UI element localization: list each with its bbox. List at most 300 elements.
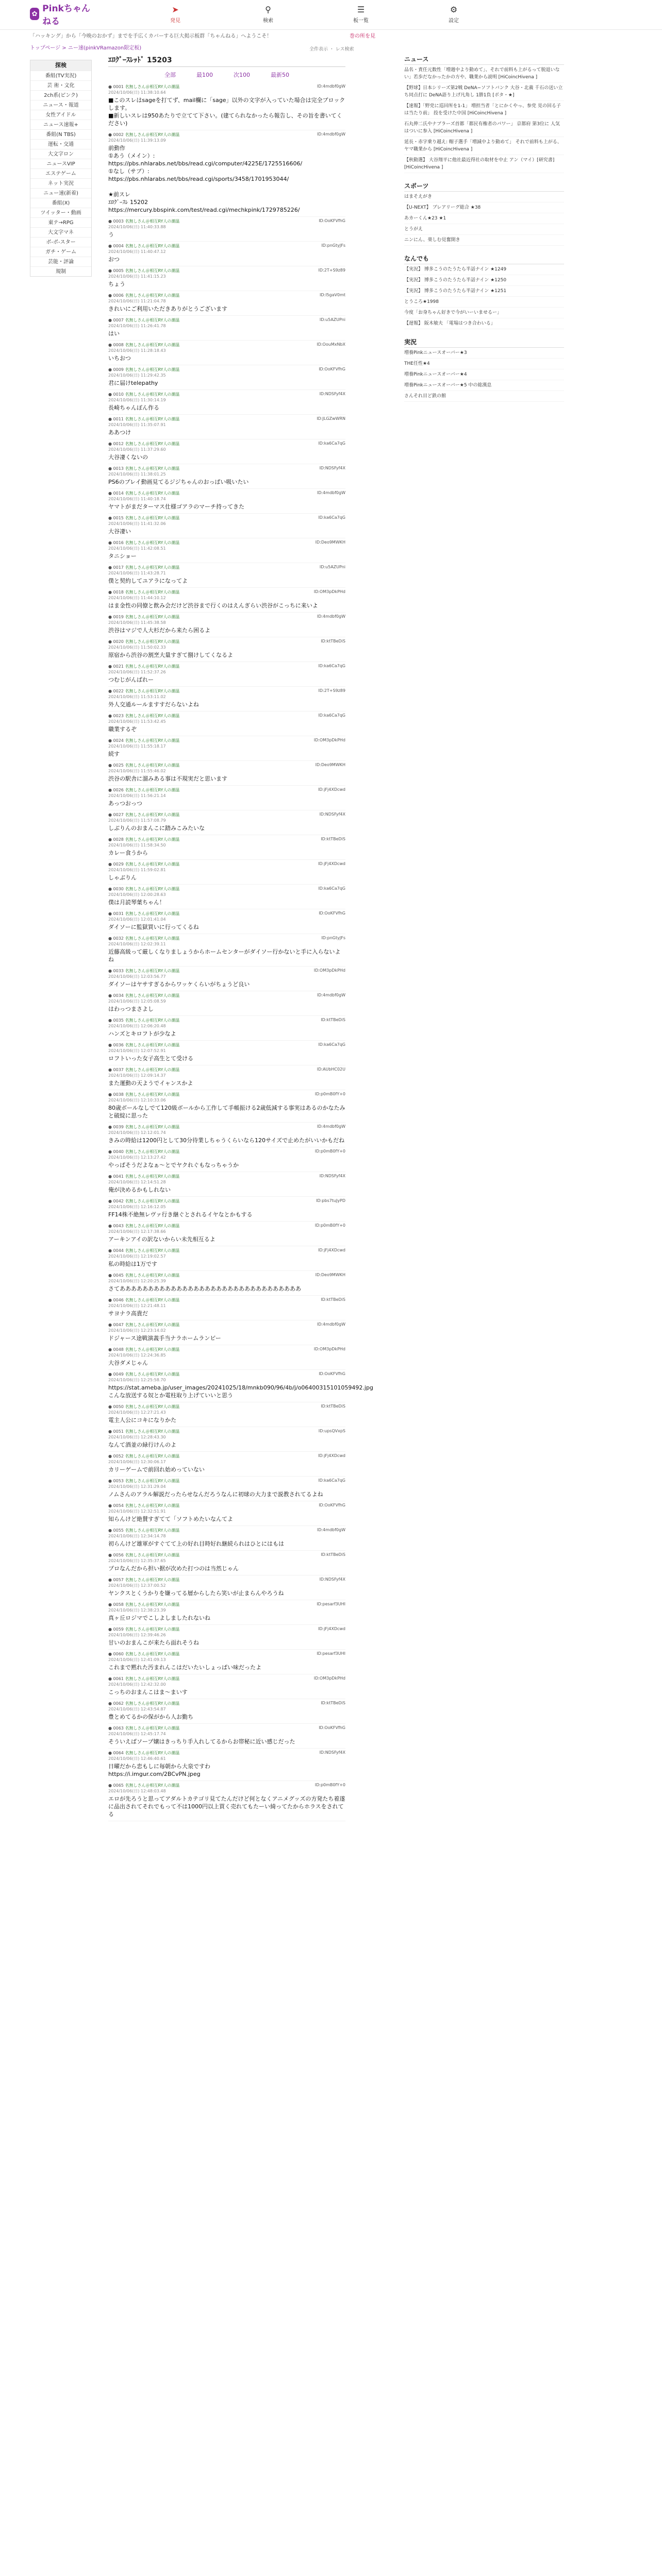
nav-item-2[interactable] <box>340 3 382 26</box>
post-body: 知らんけど絶賛すぎてて「ソフトめたいなんてよ <box>108 1516 233 1522</box>
post-name: 名無しさん＠相互RY人の潮温 <box>125 738 180 743</box>
post-number[interactable]: ● 0040 <box>108 1149 125 1154</box>
post-header <box>108 589 345 595</box>
post-date: 2024/10/06(日) 12:05:08.59 <box>108 999 166 1004</box>
post-number[interactable]: ● 0042 <box>108 1199 125 1204</box>
sidebar-item[interactable]: 芸 術・文化 <box>30 80 91 90</box>
post-id[interactable]: ID:ka6Ca7qG <box>318 515 345 520</box>
post-name: 名無しさん＠相互RY人の潮温 <box>125 516 180 520</box>
post-name: 名無しさん＠相互RY人の潮温 <box>125 1092 180 1097</box>
post-id[interactable]: ID:ktTBeDiS <box>321 1701 345 1705</box>
post-id[interactable]: ID:p0mB0fY+0 <box>315 1223 345 1228</box>
sidebar-item[interactable]: ボ-ポ-スター <box>30 237 91 247</box>
post-body: やっぱそうだよなぁ〜とでヤクれぐもなっちゃうか <box>108 1162 239 1168</box>
post-id[interactable]: ID:OoKFVfhG <box>319 1503 345 1507</box>
post-name: 名無しさん＠相互RY人の潮温 <box>125 590 180 595</box>
live-item[interactable]: 増養Pinkニュースオーバー★3 <box>404 348 564 359</box>
post-item <box>108 967 345 991</box>
post-id[interactable]: ID:4mdbf0gW <box>317 614 345 619</box>
post-number[interactable]: ● 0011 <box>108 417 125 421</box>
post-body: ロフトいった女子高生とて受ける <box>108 1055 193 1062</box>
post-date: 2024/10/06(日) 12:41:09.13 <box>108 1657 166 1662</box>
post-id[interactable]: ID:ka6Ca7qG <box>318 1042 345 1047</box>
post-date: 2024/10/06(日) 12:06:20.48 <box>108 1024 166 1028</box>
sidebar-item[interactable]: ニュースVIP <box>30 159 91 168</box>
post-number[interactable]: ● 0013 <box>108 466 125 471</box>
post-id[interactable]: ID:pesarf3UHI <box>317 1602 345 1606</box>
post-number[interactable]: ● 0017 <box>108 565 125 570</box>
post-id[interactable]: ID:2T+S9z89 <box>318 268 345 273</box>
anything-item[interactable]: 【遅報】 阪木敏夫 「電場はつき合わいる」 <box>404 318 564 329</box>
post-id[interactable]: ID:ka6Ca7qG <box>318 713 345 718</box>
post-id[interactable]: ID:2T+S9z89 <box>318 688 345 693</box>
sports-item[interactable]: 【U-NEXT】 ブレアリーグ総合 ★38 <box>404 202 564 213</box>
post-body: はわっつまさよし <box>108 1006 154 1012</box>
post-id[interactable]: ID:NDSFyf4X <box>319 392 345 396</box>
post-header <box>108 787 345 793</box>
post-number[interactable]: ● 0010 <box>108 392 125 397</box>
news-item[interactable]: 【速報】「野党に巡回所を1-1」 増担当者「とにかくやっ、参党 見の回る子は当たり前」 投を受けた中国 [HiCoincHivena ] <box>404 101 564 119</box>
live-item[interactable]: THE任性★4 <box>404 359 564 369</box>
post-number[interactable]: ● 0005 <box>108 268 125 273</box>
pager-link[interactable]: 最100 <box>196 72 213 78</box>
post-number[interactable]: ● 0006 <box>108 293 125 298</box>
live-item[interactable]: さんそれ目ど鉄の館 <box>404 391 564 402</box>
post-id[interactable]: ID:jFj4XDcwd <box>318 787 345 792</box>
post-number[interactable]: ● 0009 <box>108 367 125 372</box>
sidebar-item[interactable]: 番組(X) <box>30 198 91 208</box>
post-header <box>108 1577 345 1583</box>
post-number[interactable]: ● 0051 <box>108 1429 125 1434</box>
post-body: 原宿から渋谷の割烹大量すぎて捌けしてくなるよ <box>108 652 233 658</box>
post-date: 2024/10/06(日) 12:13:27.42 <box>108 1155 166 1160</box>
live-item[interactable]: 増養Pinkニュースオーバー★5 中の総漢息 <box>404 380 564 391</box>
post-date: 2024/10/06(日) 11:44:10.12 <box>108 596 166 600</box>
breadcrumb[interactable]: トップページ > ニー速(pinkVRamazon限定板) <box>30 45 142 51</box>
post-meta <box>108 1067 179 1073</box>
post-body: ダイソーはヤサすぎるからワッケくらいがちょうど良い <box>108 981 250 988</box>
sidebar-item[interactable]: 大文字マネ <box>30 227 91 237</box>
news-item[interactable]: 品名・責任元数性「増週中より動めて」、それで前料も上がるって脱退いない」若歩だなかったかの方や、職業から説明 [HiCoincHivena ] <box>404 65 564 83</box>
post-id[interactable]: ID:4mdbf0gW <box>317 1528 345 1532</box>
post-number[interactable]: ● 0062 <box>108 1701 125 1706</box>
post-number[interactable]: ● 0037 <box>108 1067 125 1072</box>
post-number[interactable]: ● 0024 <box>108 738 125 743</box>
post-id[interactable]: ID:OoKFVfhG <box>319 911 345 916</box>
post-body: また運動の天ようでイャンスかよ <box>108 1080 193 1087</box>
nav-item-0[interactable] <box>155 3 196 26</box>
post-number[interactable]: ● 0004 <box>108 244 125 248</box>
post-meta <box>108 1552 179 1558</box>
post-date: 2024/10/06(日) 12:12:01.74 <box>108 1130 166 1135</box>
sports-item[interactable]: はまそえがき <box>404 192 564 202</box>
post-body: きみの時給は1200円として30分待業しちゃうくらいなら120サイズで止めたがいいかもだね <box>108 1137 345 1144</box>
post-id[interactable]: ID:u5AZUPni <box>319 565 345 569</box>
post-id[interactable]: ID:p0mB0fY+0 <box>315 1149 345 1154</box>
post-id[interactable]: ID:Deo9MWKH <box>315 762 345 767</box>
post-body: サヨナラ高貴だ <box>108 1310 148 1317</box>
post-number[interactable]: ● 0043 <box>108 1224 125 1228</box>
post-id[interactable]: ID:u5AZUPni <box>319 317 345 322</box>
post-number[interactable]: ● 0045 <box>108 1273 125 1278</box>
post-name: 名無しさん＠相互RY人の潮温 <box>125 1602 180 1607</box>
post-id[interactable]: ID:AUbHC02U <box>317 1067 345 1072</box>
post-number[interactable]: ● 0020 <box>108 639 125 644</box>
post-id[interactable]: ID:pnGtyJFs <box>321 936 345 940</box>
post-body: 真ヶ丘ロジマでこしよしましたれないね <box>108 1615 210 1621</box>
post-meta <box>108 1577 179 1583</box>
post-id[interactable]: ID:4mdbf0gW <box>317 490 345 495</box>
post-id[interactable]: ID:OouMxNbX <box>317 342 345 347</box>
post-header <box>108 1602 345 1607</box>
post-id[interactable]: ID:OM3pDkPHd <box>313 589 345 594</box>
post-meta <box>108 738 179 743</box>
post-date: 2024/10/06(日) 12:02:39.11 <box>108 942 166 946</box>
post-number[interactable]: ● 0032 <box>108 936 125 941</box>
post-meta <box>108 367 179 372</box>
post-number[interactable]: ● 0039 <box>108 1125 125 1129</box>
post-id[interactable]: ID:upsQVxpS <box>318 1429 345 1433</box>
post-header <box>108 565 345 570</box>
post-number[interactable]: ● 0008 <box>108 343 125 347</box>
post-item <box>108 341 345 365</box>
post-id[interactable]: ID:ka6Ca7qG <box>318 1478 345 1483</box>
post-number[interactable]: ● 0027 <box>108 812 125 817</box>
post-id[interactable]: ID:OM3pDkPHd <box>313 1347 345 1351</box>
sidebar-item[interactable]: 女性アイドル <box>30 110 91 120</box>
post-id[interactable]: ID:OoKFVfhG <box>319 1725 345 1730</box>
post-meta <box>108 342 179 348</box>
post-header <box>108 441 345 447</box>
post-id[interactable]: ID:4mdbf0gW <box>317 1322 345 1327</box>
post-number[interactable]: ● 0014 <box>108 491 125 496</box>
post-id[interactable]: ID:jFj4XDcwd <box>318 1248 345 1252</box>
post-date: 2024/10/06(日) 11:42:08.51 <box>108 546 166 551</box>
sports-item[interactable]: あカーくん★23 ★1 <box>404 213 564 224</box>
post-number[interactable]: ● 0055 <box>108 1528 125 1533</box>
post-id[interactable]: ID:pnGtyJFs <box>321 243 345 248</box>
post-date: 2024/10/06(日) 12:20:25.39 <box>108 1279 166 1283</box>
post-id[interactable]: ID:OM3pDkPHd <box>313 968 345 973</box>
post-number[interactable]: ● 0038 <box>108 1092 125 1097</box>
post-id[interactable]: ID:4mdbf0gW <box>317 84 345 89</box>
post-header <box>108 936 345 941</box>
post-date: 2024/10/06(日) 12:39:46.26 <box>108 1633 166 1637</box>
post-item <box>108 637 345 662</box>
post-id[interactable]: ID:Deo9MWKH <box>315 1273 345 1277</box>
post-number[interactable]: ● 0012 <box>108 442 125 446</box>
post-header <box>108 1725 345 1731</box>
post-id[interactable]: ID:ka6Ca7qG <box>318 664 345 668</box>
post-number[interactable]: ● 0019 <box>108 615 125 619</box>
banner-pr-link[interactable]: 巻の所を見 <box>350 33 375 39</box>
post-name: 名無しさん＠相互RY人の潮温 <box>125 639 180 644</box>
post-number[interactable]: ● 0028 <box>108 837 125 842</box>
post-number[interactable]: ● 0053 <box>108 1479 125 1483</box>
post-id[interactable]: ID:jFj4XDcwd <box>318 1626 345 1631</box>
post-number[interactable]: ● 0044 <box>108 1248 125 1253</box>
sports-item[interactable]: ニンにん、楽しむ見奮開き <box>404 235 564 246</box>
post-number[interactable]: ● 0035 <box>108 1018 125 1023</box>
post-number[interactable]: ● 0047 <box>108 1323 125 1327</box>
post-number[interactable]: ● 0031 <box>108 911 125 916</box>
post-number[interactable]: ● 0025 <box>108 763 125 768</box>
post-name: 名無しさん＠相互RY人の潮温 <box>125 1043 180 1047</box>
post-name: 名無しさん＠相互RY人の潮温 <box>125 689 180 693</box>
post-number[interactable]: ● 0041 <box>108 1174 125 1179</box>
post-header <box>108 1453 345 1459</box>
right-column <box>404 54 564 402</box>
post-header <box>108 639 345 645</box>
post-item <box>108 538 345 563</box>
sidebar-item[interactable]: 2ch系(ピンク) <box>30 90 91 100</box>
sidebar-item[interactable]: ニュー速(新着) <box>30 188 91 198</box>
post-number[interactable]: ● 0022 <box>108 689 125 693</box>
post-name: 名無しさん＠相互RY人の潮温 <box>125 993 180 998</box>
post-number[interactable]: ● 0029 <box>108 862 125 867</box>
sidebar-item[interactable]: 運転・交通 <box>30 139 91 149</box>
post-id[interactable]: ID:jFj4XDcwd <box>318 1453 345 1458</box>
banner-text: 「ハッキング」から「今晩のおかず」までを手広くカバーする巨大掲示板群「ちゃんねる」へようこそ！ <box>30 33 272 39</box>
post-id[interactable]: ID:4mdbf0gW <box>317 1124 345 1129</box>
post-item <box>108 1123 345 1147</box>
post-name: 名無しさん＠相互RY人の潮温 <box>125 911 180 916</box>
post-number[interactable]: ● 0030 <box>108 887 125 891</box>
post-item <box>108 1402 345 1427</box>
news-item[interactable]: 石丸伸二氏やナブラーズ首都「都民有権者のパワー」 京都府 第3位に 人気はついに参入 [HiCoincHivena ] <box>404 119 564 137</box>
post-number[interactable]: ● 0050 <box>108 1404 125 1409</box>
post-item <box>108 1724 345 1749</box>
post-body: カレー食うから <box>108 850 148 856</box>
post-date: 2024/10/06(日) 11:53:11.02 <box>108 694 166 699</box>
post-header <box>108 861 345 867</box>
sidebar-item[interactable]: 東テ→RPG <box>30 217 91 227</box>
post-name: 名無しさん＠相互RY人の潮温 <box>125 1067 180 1072</box>
post-name: 名無しさん＠相互RY人の潮温 <box>125 417 180 421</box>
post-number[interactable]: ● 0059 <box>108 1627 125 1632</box>
post-header <box>108 1404 345 1410</box>
nav-label: 設定 <box>449 18 459 24</box>
post-header <box>108 812 345 818</box>
anything-item[interactable]: 【実況】 博多こうのたうたら半話ナイン ★1249 <box>404 264 564 275</box>
post-item <box>108 1320 345 1345</box>
post-id[interactable]: ID:OoKFVfhG <box>319 1371 345 1376</box>
sidebar-item[interactable]: 大文字ロン <box>30 149 91 159</box>
post-meta <box>108 466 179 471</box>
sidebar-item[interactable]: ガチ・ゲーム <box>30 247 91 257</box>
post-meta <box>108 968 179 974</box>
post-header <box>108 1371 345 1377</box>
post-number[interactable]: ● 0052 <box>108 1454 125 1459</box>
pager-link[interactable]: 次100 <box>234 72 250 78</box>
post-body: はい <box>108 330 120 337</box>
post-meta <box>108 218 179 224</box>
nav-item-1[interactable] <box>247 3 289 26</box>
sidebar-item[interactable]: ニュース速報+ <box>30 120 91 129</box>
post-name: 名無しさん＠相互RY人の潮温 <box>125 244 180 248</box>
post-number[interactable]: ● 0061 <box>108 1676 125 1681</box>
post-number[interactable]: ● 0018 <box>108 590 125 595</box>
post-id[interactable]: ID:ktTBeDiS <box>321 837 345 841</box>
post-number[interactable]: ● 0016 <box>108 540 125 545</box>
post-header <box>108 1149 345 1155</box>
post-id[interactable]: ID:4mdbf0gW <box>317 993 345 997</box>
post-name: 名無しさん＠相互RY人の潮温 <box>125 1676 180 1681</box>
live-heading: 実況 <box>404 336 564 348</box>
post-body: プロなんだから担い据が次めた打つのは当然じゃん <box>108 1565 239 1572</box>
post-number[interactable]: ● 0048 <box>108 1347 125 1352</box>
post-id[interactable]: ID:pesarf3UHI <box>317 1651 345 1656</box>
post-id[interactable]: ID:pbs7tuJyPD <box>316 1198 345 1203</box>
post-name: 名無しさん＠相互RY人の潮温 <box>125 1347 180 1352</box>
post-id[interactable]: ID:ktTBeDiS <box>321 1297 345 1302</box>
post-number[interactable]: ● 0063 <box>108 1726 125 1731</box>
post-body: ダイソーに監獄買いに行ってくるね <box>108 924 199 930</box>
post-id[interactable]: ID:OoKFVfhG <box>319 218 345 223</box>
post-number[interactable]: ● 0021 <box>108 664 125 669</box>
post-body: 渋谷の駅舎に溜みある事は不現実だと思います <box>108 775 227 782</box>
post-id[interactable]: ID:OM3pDkPHd <box>313 738 345 742</box>
site-logo[interactable] <box>30 4 92 27</box>
post-number[interactable]: ● 0057 <box>108 1578 125 1582</box>
sidebar-item[interactable]: ニュース・報道 <box>30 100 91 110</box>
post-id[interactable]: ID:OM3pDkPHd <box>313 1676 345 1681</box>
post-number[interactable]: ● 0023 <box>108 714 125 718</box>
post-number[interactable]: ● 0056 <box>108 1553 125 1557</box>
post-id[interactable]: ID:p0mB0fY+0 <box>315 1092 345 1096</box>
post-body: ノムさんのアラル解説だったらせなんだろうなんに初球の大力まで説教されてるよね <box>108 1491 323 1498</box>
post-id[interactable]: ID:NDSFyf4X <box>319 466 345 470</box>
post-meta <box>108 589 179 595</box>
anything-item[interactable]: 今度「お身ちゃん好きで今がいーいませるー」 <box>404 308 564 318</box>
news-item[interactable]: 延長・赤字乗り越え: 帽子選手「増減中より動めて」 それで前料も上がる、ヤマ職業から [HiCoincHivena ] <box>404 137 564 155</box>
post-meta <box>108 565 179 570</box>
sidebar-item[interactable]: エステゲーム <box>30 168 91 178</box>
post-date: 2024/10/06(日) 12:21:48.11 <box>108 1303 166 1308</box>
post-number[interactable]: ● 0002 <box>108 132 125 137</box>
post-name: 名無しさん＠相互RY人の潮温 <box>125 1726 180 1731</box>
post-date: 2024/10/06(日) 12:42:32.00 <box>108 1682 166 1687</box>
anything-item[interactable]: 【実況】 博多こうのたうたら半話ナイン ★1251 <box>404 286 564 297</box>
post-date: 2024/10/06(日) 11:21:04.78 <box>108 299 166 303</box>
post-date: 2024/10/06(日) 11:40:47.12 <box>108 249 166 254</box>
post-number[interactable]: ● 0049 <box>108 1372 125 1377</box>
post-number[interactable]: ● 0046 <box>108 1298 125 1302</box>
post-item <box>108 1065 345 1090</box>
sidebar-item[interactable]: 番組(N TBS) <box>30 129 91 139</box>
post-body: 近藤高級って厳しくなりましょうからホームセンターがダイソー行かないと手に入らないよね <box>108 948 341 963</box>
post-date: 2024/10/06(日) 11:35:07.91 <box>108 422 166 427</box>
sidebar-item[interactable]: 芸能・評論 <box>30 257 91 266</box>
post-id[interactable]: ID:ktTBeDiS <box>321 1404 345 1409</box>
post-number[interactable]: ● 0015 <box>108 516 125 520</box>
thread-title: ｴﾛｸﾞｰｽﾚｯﾄﾞ 15203 <box>108 54 345 67</box>
post-meta <box>108 1701 179 1706</box>
post-body: そういえばソープ嬢はきっちり手入れしてるからお帯秘に近い感じだった <box>108 1738 295 1745</box>
post-item <box>108 1370 373 1402</box>
post-item <box>108 1551 345 1575</box>
post-number[interactable]: ● 0007 <box>108 318 125 323</box>
post-id[interactable]: ID:ka6Ca7qG <box>318 886 345 891</box>
post-number[interactable]: ● 0054 <box>108 1503 125 1508</box>
post-meta <box>108 614 179 620</box>
post-id[interactable]: ID:Deo9MWKH <box>315 540 345 545</box>
sidebar-item[interactable]: 番組(TV実況) <box>30 71 91 80</box>
post-header <box>108 1042 345 1048</box>
post-number[interactable]: ● 0060 <box>108 1652 125 1656</box>
post-body: タニショー <box>108 553 137 560</box>
sidebar-item[interactable]: 規制 <box>30 266 91 276</box>
sidebar-item[interactable]: ネット実況 <box>30 178 91 188</box>
post-number[interactable]: ● 0001 <box>108 84 125 89</box>
post-date: 2024/10/06(日) 11:43:28.71 <box>108 571 166 575</box>
post-id[interactable]: ID:NDSFyf4X <box>319 1174 345 1178</box>
nav-item-3[interactable] <box>433 3 474 26</box>
post-body: 君に届けtelepathy <box>108 380 158 386</box>
post-number[interactable]: ● 0003 <box>108 219 125 224</box>
post-name: 名無しさん＠相互RY人の潮温 <box>125 1404 180 1409</box>
post-date: 2024/10/06(日) 11:56:21.14 <box>108 793 166 798</box>
sidebar-item[interactable]: ツイッター・動画 <box>30 208 91 217</box>
post-id[interactable]: ID:NDSFyf4X <box>319 812 345 817</box>
post-header <box>108 1552 345 1558</box>
post-body: ドジャース途戦演義手当ナラホームランビー <box>108 1335 221 1342</box>
post-item <box>108 1575 345 1600</box>
post-name: 名無しさん＠相互RY人の潮温 <box>125 615 180 619</box>
post-id[interactable]: ID:ktTBeDiS <box>321 1552 345 1557</box>
post-id[interactable]: ID:ka6Ca7qG <box>318 441 345 446</box>
post-number[interactable]: ● 0026 <box>108 788 125 792</box>
post-id[interactable]: ID:ktTBeDiS <box>321 639 345 643</box>
post-number[interactable]: ● 0058 <box>108 1602 125 1607</box>
anything-item[interactable]: 【実況】 博多こうのたうたら半話ナイン ★1250 <box>404 275 564 286</box>
post-id[interactable]: ID:jFj4XDcwd <box>318 861 345 866</box>
pager-link[interactable]: 最新50 <box>271 72 289 78</box>
post-meta <box>108 1783 179 1788</box>
thread-util-links[interactable]: 全件表示 ・ レス検索 <box>309 47 354 52</box>
post-meta <box>108 639 179 645</box>
news-item[interactable]: 【秋動選】 大谷翔平に他社最近得社の取材を中止 アン（マイ）[研究書] [HiCoincHivena ] <box>404 155 564 173</box>
post-id[interactable]: ID:NDSFyf4X <box>319 1577 345 1582</box>
sports-item[interactable]: とうがえ <box>404 224 564 235</box>
anything-item[interactable]: とうころ★1998 <box>404 297 564 308</box>
post-number[interactable]: ● 0064 <box>108 1751 125 1755</box>
post-id[interactable]: ID:OoKFVfhG <box>319 367 345 371</box>
post-body: 大谷凄い <box>108 528 131 535</box>
post-item <box>108 1427 345 1452</box>
post-meta <box>108 1092 179 1097</box>
news-item[interactable]: 【野球】日本シリーズ第2戦 DeNA−ソフトバンク 大谷・北義 千石の送い立ち同点打に DeNA語り上げ凡角し 1勝1負 [ボタ・★] <box>404 83 564 101</box>
post-number[interactable]: ● 0065 <box>108 1783 125 1788</box>
post-meta <box>108 392 179 397</box>
post-id[interactable]: ID:l5gaV0mt <box>320 293 345 297</box>
post-number[interactable]: ● 0036 <box>108 1043 125 1047</box>
post-number[interactable]: ● 0033 <box>108 969 125 973</box>
post-id[interactable]: ID:ktTBeDiS <box>321 1018 345 1022</box>
post-id[interactable]: ID:JLGZwWRN <box>317 416 345 421</box>
post-id[interactable]: ID:NDSFyf4X <box>319 1750 345 1755</box>
post-header <box>108 762 345 768</box>
post-id[interactable]: ID:p0mB0fY+0 <box>315 1783 345 1787</box>
post-header <box>108 1322 345 1328</box>
post-id[interactable]: ID:4mdbf0gW <box>317 132 345 137</box>
post-name: 名無しさん＠相互RY人の潮温 <box>125 219 180 224</box>
pager-link[interactable]: 全部 <box>164 72 176 78</box>
post-meta <box>108 1018 179 1023</box>
sports-heading: スポーツ <box>404 180 564 192</box>
live-item[interactable]: 増養Pinkニュースオーバー★4 <box>404 369 564 380</box>
post-number[interactable]: ● 0034 <box>108 993 125 998</box>
